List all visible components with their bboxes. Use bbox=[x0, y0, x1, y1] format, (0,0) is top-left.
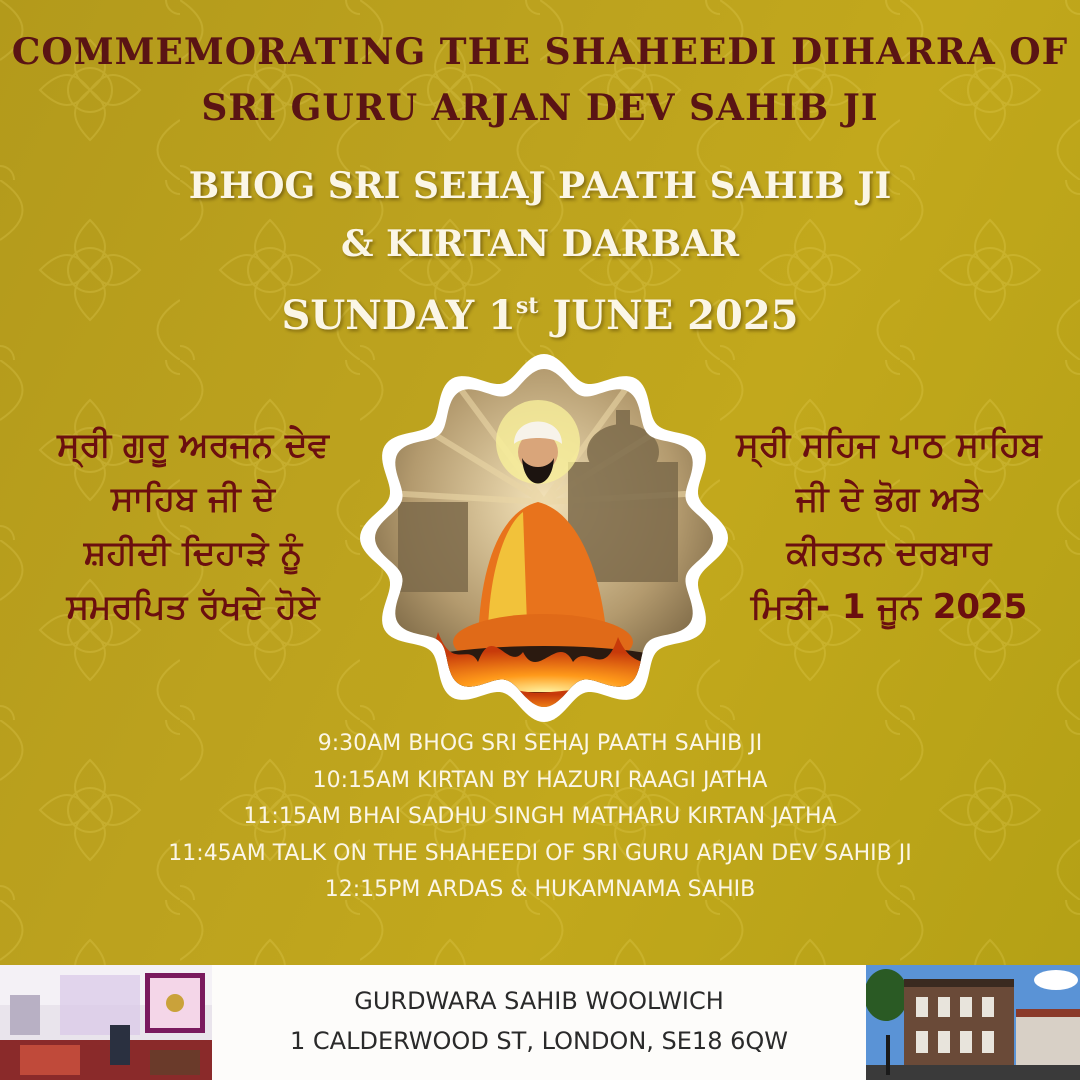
gurdwara-interior-photo bbox=[0, 965, 212, 1080]
event-date-prefix: SUNDAY 1 bbox=[281, 292, 516, 339]
schedule-item: 11:15AM BHAI SADHU SINGH MATHARU KIRTAN JATHA bbox=[243, 804, 837, 829]
punjabi-left-line: ਸ੍ਰੀ ਗੁਰੂ ਅਰਜਨ ਦੇਵ bbox=[57, 425, 329, 465]
punjabi-right-line: ਕੀਰਤਨ ਦਰਬਾਰ bbox=[786, 533, 992, 573]
commemoration-title-line-1: COMMEMORATING THE SHAHEEDI DIHARRA OF bbox=[11, 31, 1069, 73]
gurdwara-exterior-photo bbox=[866, 965, 1080, 1080]
venue-name: GURDWARA SAHIB WOOLWICH bbox=[354, 987, 724, 1015]
venue-address: 1 CALDERWOOD ST, LONDON, SE18 6QW bbox=[290, 1027, 788, 1055]
event-date-ordinal: st bbox=[515, 293, 539, 319]
punjabi-right-line: ਜੀ ਦੇ ਭੋਗ ਅਤੇ bbox=[796, 479, 982, 519]
venue-footer bbox=[0, 965, 1080, 1080]
venue-address-block bbox=[212, 965, 866, 1080]
punjabi-right-line: ਸ੍ਰੀ ਸਹਿਜ ਪਾਠ ਸਾਹਿਬ bbox=[736, 425, 1042, 465]
schedule-item: 12:15PM ARDAS & HUKAMNAMA SAHIB bbox=[324, 877, 756, 902]
commemoration-title-line-2: SRI GURU ARJAN DEV SAHIB JI bbox=[201, 87, 879, 129]
schedule-item: 11:45AM TALK ON THE SHAHEEDI OF SRI GURU ARJAN DEV SAHIB JI bbox=[168, 840, 912, 866]
event-title-line-1: BHOG SRI SEHAJ PAATH SAHIB JI bbox=[188, 165, 892, 207]
punjabi-left-line: ਸਮਰਪਿਤ ਰੱਖਦੇ ਹੋਏ bbox=[66, 587, 320, 627]
programme-schedule bbox=[0, 726, 1080, 909]
event-date-rest: JUNE 2025 bbox=[538, 292, 799, 339]
punjabi-left-line: ਸ਼ਹੀਦੀ ਦਿਹਾੜੇ ਨੂੰ bbox=[83, 533, 303, 573]
guru-portrait-medallion bbox=[358, 352, 730, 724]
punjabi-dedication-left bbox=[28, 418, 358, 634]
punjabi-event-right bbox=[724, 418, 1054, 634]
punjabi-left-line: ਸਾਹਿਬ ਜੀ ਦੇ bbox=[110, 479, 276, 519]
punjabi-right-line: ਮਿਤੀ- 1 ਜੂਨ 2025 bbox=[750, 587, 1028, 627]
schedule-item: 10:15AM KIRTAN BY HAZURI RAAGI JATHA bbox=[312, 767, 768, 793]
event-date bbox=[0, 278, 1080, 344]
schedule-item: 9:30AM BHOG SRI SEHAJ PAATH SAHIB JI bbox=[317, 731, 763, 756]
event-title-line-2: & KIRTAN DARBAR bbox=[341, 223, 739, 265]
